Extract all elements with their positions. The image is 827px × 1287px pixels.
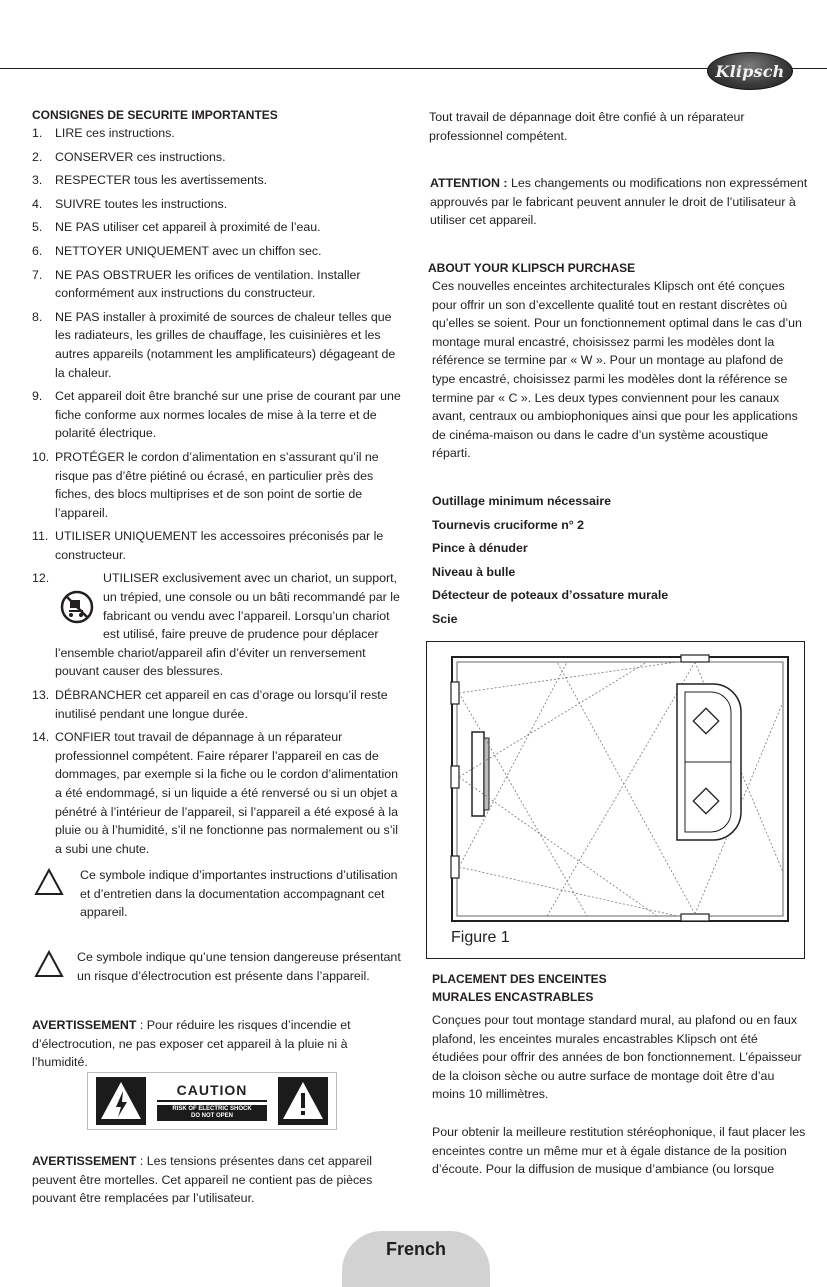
list-item: 11. UTILISER UNIQUEMENT les accessoires préconisés par le constructeur. (32, 529, 384, 562)
klipsch-logo (707, 52, 793, 90)
list-item: 10. PROTÉGER le cordon d’alimentation en s’assurant qu’il ne risque pas d’être piétiné ou écrasé, en particulier près des fiches, des blocs multiprises et de son point de sortie de l’appareil. (32, 449, 379, 520)
list-item: 3. RESPECTER tous les avertissements. (32, 173, 268, 188)
list-item: Scie (432, 611, 458, 626)
about-heading: ABOUT YOUR KLIPSCH PURCHASE (428, 261, 636, 275)
warning-2 (32, 1152, 404, 1208)
list-item: Détecteur de poteaux d’ossature murale (432, 588, 669, 603)
lightning-triangle-icon (34, 948, 64, 980)
logo-text: Klipsch (715, 61, 785, 81)
list-item: 14. CONFIER tout travail de dépannage à un réparateur professionnel compétent. Faire réparer l’appareil en cas de dommages, par exemple si la fiche ou le cordon d’alimentation a été endommagé, si un liquide a été renversé ou si un objet a pénétré à l’intérieur de l’appareil, si l’appareil a été exposé à la pluie ou à l’humidité, s’il ne fonctionne pas normalement ou s’il a subi une chute. (32, 730, 399, 856)
symbol-lightning-text: Ce symbole indique qu’une tension dangereuse présentant un risque d’électrocution est présente dans l’appareil. (77, 950, 401, 983)
symbol-exclamation-text: Ce symbole indique d’importantes instructions d’utilisation et d’entretien dans la documentation accompagnant cet appareil. (80, 868, 398, 920)
lightning-warning-icon (96, 1077, 146, 1125)
exclamation-triangle-icon (34, 866, 64, 898)
warning-2-text: : Les tensions présentes dans cet appareil peuvent être mortelles. Cet appareil ne contient pas de pièces pouvant être remplacées par l’utilisateur. (32, 1154, 373, 1206)
list-item: 2. CONSERVER ces instructions. (32, 149, 226, 164)
caution-line-1: RISK OF ELECTRIC SHOCK (172, 1105, 252, 1112)
figure-caption: Figure 1 (451, 929, 510, 946)
attention-label: ATTENTION : (430, 176, 508, 190)
tools-list (432, 492, 802, 634)
warning-1 (32, 1016, 404, 1072)
service-paragraph: Tout travail de dépannage doit être confié à un réparateur professionnel compétent. (429, 110, 745, 143)
list-item: 12. UTILISER exclusivement avec un chariot, un support, un trépied, une console ou un bâti recommandé par le fabricant ou vendu avec l’appareil. Lorsqu’un chariot est utilisé, faire preuve de prudence pour déplacer l’ensemble chariot/appareil afin d’éviter un renversement pouvant causer des blessures. (32, 571, 400, 679)
list-item: 8. NE PAS installer à proximité de sources de chaleur telles que les radiateurs, les grilles de chauffage, les cuisinières et les autres appareils (notamment les amplificateurs) dégageant de la chaleur. (32, 309, 396, 380)
header-rule (0, 68, 827, 69)
placement-section (432, 970, 808, 1179)
caution-title: CAUTION (157, 1082, 267, 1102)
about-text: Ces nouvelles enceintes architecturales Klipsch ont été conçues pour offrir un son d’excellente qualité tout en restant discrètes où qu’elles se soient. Pour un fonctionnement optimal dans le cas d’un montage mural encastré, choisissez parmi les modèles dont la référence se termine par « W ». Pour un montage au plafond de type encastré, choisissez parmi les modèles dont la référence se termine par « C ». Les deux types conviennent pour les canaux avant, centraux ou ambiophoniques ainsi que pour les applications de cinéma-maison ou dans le cadre d’un système acoustique réparti. (432, 279, 802, 461)
list-item: 6. NETTOYER UNIQUEMENT avec un chiffon sec. (32, 243, 322, 258)
list-item: 4. SUIVRE toutes les instructions. (32, 196, 228, 211)
room-diagram (427, 642, 804, 958)
list-item: Pince à dénuder (432, 541, 528, 556)
list-item: 13. DÉBRANCHER cet appareil en cas d’orage ou lorsqu’il reste inutilisé pendant une longue durée. (32, 688, 388, 721)
warning-1-text: : Pour réduire les risques d’incendie et d’électrocution, ne pas exposer cet appareil à la pluie ni à l’humidité. (32, 1018, 351, 1070)
list-item: 1. LIRE ces instructions. (32, 126, 175, 140)
list-item: Tournevis cruciforme n° 2 (432, 517, 585, 532)
figure-1 (426, 641, 805, 959)
list-item: Niveau à bulle (432, 564, 516, 579)
about-section (428, 259, 808, 463)
placement-heading-1: PLACEMENT DES ENCEINTES (432, 972, 607, 986)
exclamation-warning-icon (278, 1077, 328, 1125)
safety-column (32, 106, 404, 863)
safety-list (32, 124, 404, 858)
placement-paragraph-1: Conçues pour tout montage standard mural, au plafond ou en faux plafond, les enceintes murales encastrables Klipsch ont été étudiées pour offrir des années de bon fonctionnement. L’épaisseur de la cloison sèche ou autre surface de montage doit être d’au moins 10 millimètres. (432, 1013, 802, 1102)
attention-paragraph (430, 174, 808, 230)
symbol-lightning-row (34, 948, 404, 985)
cart-warning-icon (59, 589, 95, 625)
language-tab (342, 1231, 490, 1287)
language-tab-label: French (385, 1239, 446, 1259)
safety-heading: CONSIGNES DE SECURITE IMPORTANTES (32, 108, 278, 122)
warning-1-label: AVERTISSEMENT (32, 1018, 137, 1032)
list-item: 5. NE PAS utiliser cet appareil à proximité de l’eau. (32, 220, 321, 235)
caution-line-2: DO NOT OPEN (190, 1112, 233, 1119)
list-item: 9. Cet appareil doit être branché sur une prise de courant par une fiche conforme aux normes locales de mise à la terre et de polarité électrique. (32, 389, 401, 441)
warning-2-label: AVERTISSEMENT (32, 1154, 137, 1168)
list-item: Outillage minimum nécessaire (432, 494, 612, 508)
symbol-exclamation-row (34, 866, 404, 922)
attention-text: Les changements ou modifications non expressément approuvés par le fabricant peuvent annuler le droit de l’utilisateur à utiliser cet appareil. (430, 176, 808, 228)
list-item: 7. NE PAS OBSTRUER les orifices de ventilation. Installer conformément aux instructions du constructeur. (32, 267, 361, 301)
caution-label (87, 1072, 337, 1130)
placement-heading-2: MURALES ENCASTRABLES (432, 990, 594, 1004)
placement-paragraph-2: Pour obtenir la meilleure restitution stéréophonique, il faut placer les enceintes contre un même mur et à égale distance de la position d’écoute. Pour la diffusion de musique d’ambiance (ou lorsque (432, 1124, 806, 1177)
